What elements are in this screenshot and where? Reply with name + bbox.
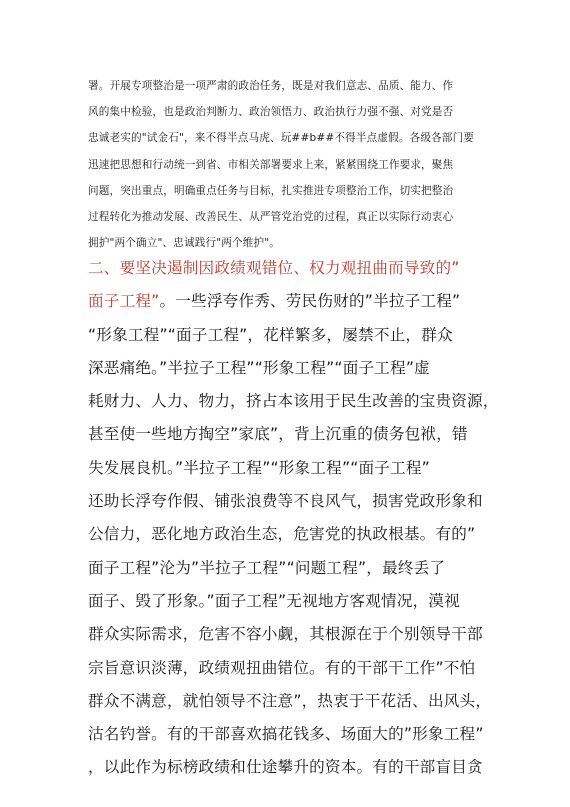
section-heading-line-2 bbox=[88, 285, 498, 318]
text-line: “形象工程”“面子工程”，花样繁多，屡禁不止，群众 bbox=[88, 325, 453, 344]
section-heading-end: 面子工程” bbox=[88, 292, 160, 311]
section-heading-line-1: 二、要坚决遏制因政绩观错位、权力观扭曲而导致的” bbox=[88, 259, 460, 277]
text-line: 面子、毁了形象。”面子工程”无视地方客观情况，漠视 bbox=[88, 591, 461, 610]
paragraph-1 bbox=[88, 73, 488, 256]
text-line: 群众不满意，就怕领导不注意”，热衷于干花活、出风头， bbox=[88, 691, 492, 710]
text-line: 问题，突出重点，明确重点任务与目标，扎实推进专项整治工作，切实把整治 bbox=[88, 184, 454, 197]
paragraph-2 bbox=[88, 252, 498, 785]
text-line: 沽名钓誉。有的干部喜欢搞花钱多、场面大的”形象工程” bbox=[88, 725, 484, 744]
text-line: 风的集中检验，也是政治判断力、政治领悟力、政治执行力强不强、对党是否 bbox=[88, 106, 454, 119]
text-line: 迅速把思想和行动统一到省、市相关部署要求上来，紧紧围绕工作要求，聚焦 bbox=[88, 158, 454, 171]
text-line: 还助长浮夸作假、铺张浪费等不良风气，损害党政形象和 bbox=[88, 492, 483, 511]
text-line: ，以此作为标榜政绩和仕途攀升的资本。有的干部盲目贪 bbox=[88, 758, 483, 777]
text-line: 失发展良机。”半拉子工程”“形象工程”“面子工程” bbox=[88, 458, 430, 477]
text-line: 群众实际需求，危害不容小觑，其根源在于个别领导干部 bbox=[88, 625, 483, 644]
text-line: 公信力，恶化地方政治生态，危害党的执政根基。有的” bbox=[88, 525, 476, 544]
text-line: 拥护"两个确立"、忠诚践行"两个维护"。 bbox=[88, 237, 280, 250]
text-segment: 。一些浮夸作秀、劳民伤财的”半拉子工程” bbox=[159, 292, 461, 311]
text-line: 过程转化为推动发展、改善民生、从严管党治党的过程，真正以实际行动衷心 bbox=[88, 211, 454, 224]
text-line: 深恶痛绝。”半拉子工程”“形象工程”“面子工程”虚 bbox=[88, 358, 430, 377]
text-line: 忠诚老实的"试金石"，来不得半点马虎、玩##b##不得半点虚假。各级各部门要 bbox=[88, 132, 475, 145]
text-line: 甚至使一些地方掏空”家底”，背上沉重的债务包袱，错 bbox=[88, 425, 468, 444]
text-line: 面子工程”沦为”半拉子工程”“问题工程”，最终丢了 bbox=[88, 558, 446, 577]
text-line: 署。开展专项整治是一项严肃的政治任务，既是对我们意志、品质、能力、作 bbox=[88, 80, 454, 92]
text-line: 耗财力、人力、物力，挤占本该用于民生改善的宝贵资源， bbox=[88, 392, 499, 411]
text-line: 宗旨意识淡薄，政绩观扭曲错位。有的干部干工作”不怕 bbox=[88, 658, 476, 677]
